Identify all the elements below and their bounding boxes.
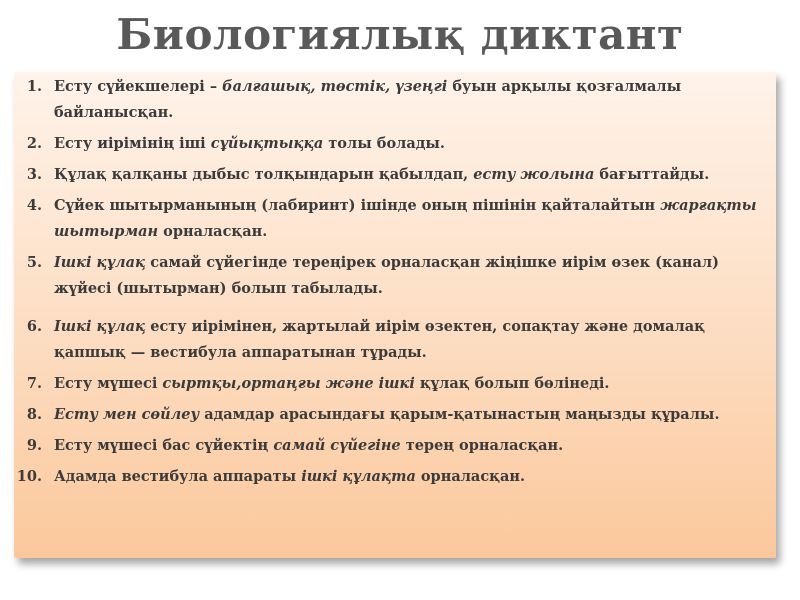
item-text: Құлақ қалқаны дыбыс толқындарын қабылдап,: [54, 166, 474, 183]
list-item: [0, 371, 780, 397]
item-number: 2.: [26, 135, 42, 152]
item-number: 9.: [26, 437, 42, 454]
list-item: [0, 433, 780, 459]
item-number: 6.: [26, 318, 42, 335]
item-text: толы болады.: [328, 135, 445, 152]
item-number: 4.: [26, 197, 42, 214]
item-text: адамдар арасындағы қарым-қатынастың маңызды құралы.: [204, 406, 720, 423]
item-text: буын арқылы қозғалмалы байланысқан.: [54, 78, 682, 121]
item-number: 7.: [26, 375, 42, 392]
item-text: Сүйек шытырманының (лабиринт) ішінде оның пішінін қайталайтын: [54, 197, 661, 214]
item-term: сұйықтыққа: [210, 135, 329, 152]
item-number: 8.: [26, 406, 42, 423]
item-term: Ішкі құлақ: [54, 254, 146, 271]
item-text: бағыттайды.: [599, 166, 710, 183]
item-text: Есту иірімінің іші: [54, 135, 211, 152]
item-number: 3.: [26, 166, 42, 183]
item-text: Адамда вестибула аппараты: [54, 468, 302, 485]
item-number: 5.: [26, 254, 42, 271]
item-term: жарғақты шытырман: [54, 197, 757, 240]
item-number: 1.: [26, 78, 42, 95]
item-term: сыртқы,ортаңғы және ішкі: [162, 375, 420, 392]
item-text: Есту мүшесі бас сүйектің: [54, 437, 274, 454]
item-text: есту иірімінен, жартылай иірім өзектен, сопақтау және домалақ қапшық — вестибула аппаратынан тұрады.: [54, 318, 705, 361]
list-item: [0, 250, 780, 302]
item-text: Есту мүшесі: [54, 375, 163, 392]
list-item: [0, 193, 780, 245]
list-item: [0, 402, 780, 428]
item-text: орналасқан.: [158, 223, 268, 240]
item-number: 10.: [16, 468, 42, 485]
item-term: самай сүйегіне: [273, 437, 401, 454]
item-text: терең орналасқан.: [400, 437, 564, 454]
list-item: [0, 74, 780, 126]
list-item: [0, 131, 780, 157]
item-term: ішкі құлақта: [301, 468, 421, 485]
dictation-list: [0, 74, 780, 495]
item-term: Ішкі құлақ: [54, 318, 146, 335]
item-text: орналасқан.: [420, 468, 526, 485]
item-term: балғашық, төстік, үзеңгі: [222, 78, 453, 95]
item-text: Есту сүйекшелері –: [54, 78, 223, 95]
slide-title: Биологиялық диктант: [116, 10, 684, 59]
list-item: [0, 162, 780, 188]
item-text: құлақ болып бөлінеді.: [419, 375, 610, 392]
list-item: [0, 464, 780, 490]
item-text: самай сүйегінде тереңірек орналасқан жіңішке иірім өзек (канал) жүйесі (шытырман) болып табылады.: [54, 254, 719, 297]
item-term: Есту мен сөйлеу: [54, 406, 205, 423]
item-term: есту жолына: [473, 166, 600, 183]
list-item: [0, 314, 780, 366]
